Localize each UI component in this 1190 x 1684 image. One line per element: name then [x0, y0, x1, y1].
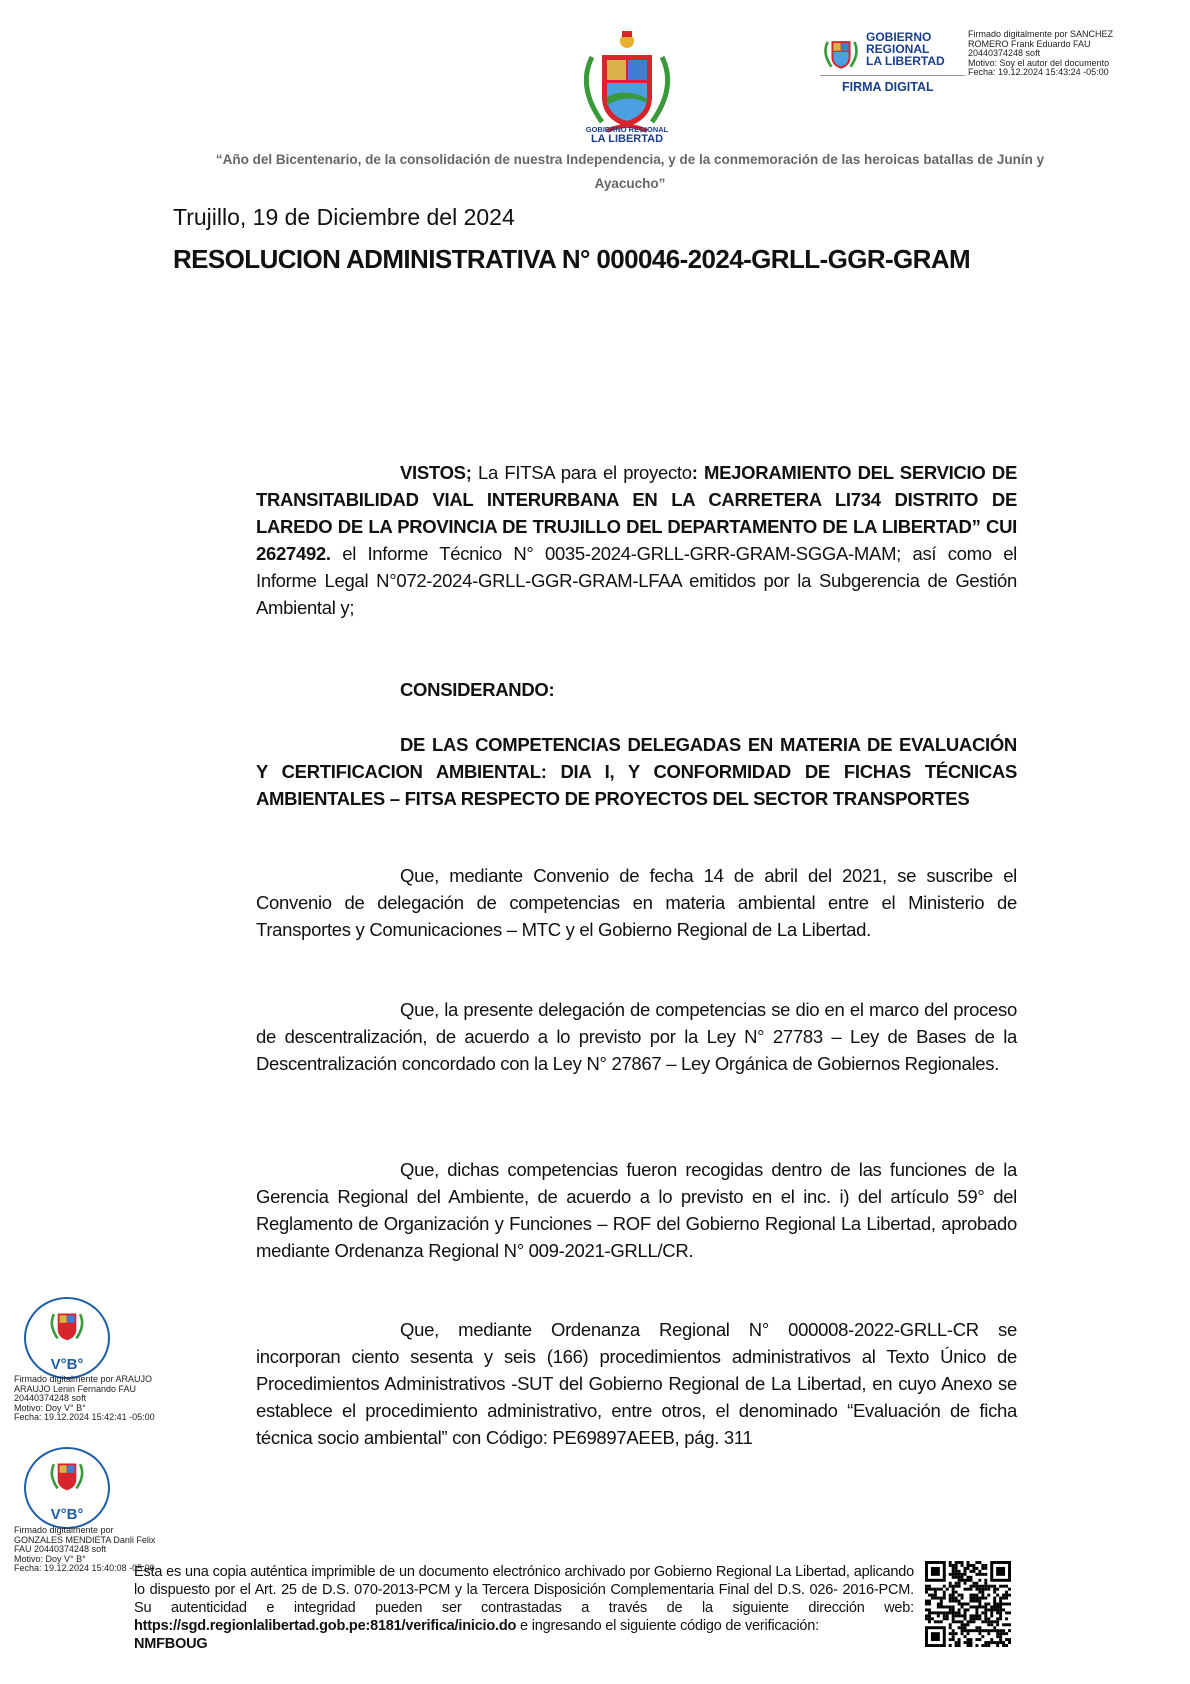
sig-line: FAU 20440374248 soft — [14, 1544, 107, 1554]
vistos-text-2: el Informe Técnico N° 0035-2024-GRLL-GRR-GRAM-SGGA-MAM; así como el Informe Legal N°072-2024-GRLL-GGR-GRAM-LFAA emitidos por la Subgerencia de Gestión Ambiental y; — [256, 543, 1017, 618]
firma-digital-caption: FIRMA DIGITAL — [842, 80, 934, 94]
verification-code: NMFBOUG — [134, 1636, 208, 1652]
footer-text-2: e ingresando el siguiente código de verificación: — [516, 1618, 819, 1634]
paragraph-text: Que, mediante Ordenanza Regional N° 000008-2022-GRLL-CR se incorporan ciento sesenta y seis (166) procedimientos administrativos al Texto Único de Procedimientos Administrativos -SUT del Gobierno Regional de La Libertad, en cuyo Anexo se establece el procedimiento administrativo, entre otros, el denominado “Evaluación de ficha técnica socio ambiental” con Código: PE69897AEEB, pág. 311 — [256, 1319, 1017, 1448]
sig-line: Motivo: Doy V° B° — [14, 1553, 86, 1564]
firma-digital-logo — [820, 28, 970, 98]
footer-text: Esta es una copia auténtica imprimible de un documento electrónico archivado por Gobierno Regional La Libertad, aplicando lo dispuesto por el Art. 25 de D.S. 070-2013-PCM y la Tercera Disposición Complementaria Final del D.S. 026- 2016-PCM. Su autenticidad e integridad pueden ser contrastadas a través de la siguiente dirección web: — [134, 1564, 914, 1616]
body-paragraph — [256, 862, 1017, 943]
sig-line: Fecha: 19.12.2024 15:40:08 -05:00 — [14, 1563, 155, 1573]
body-paragraph — [256, 1156, 1017, 1264]
considerando-heading — [256, 676, 1017, 703]
vobo-label: V°B° — [50, 1356, 84, 1373]
stamp-1-signature — [14, 1375, 155, 1423]
sig-line: Motivo: Doy V° B° — [14, 1402, 86, 1413]
date-line: Trujillo, 19 de Diciembre del 2024 — [173, 204, 515, 230]
sig-line: Firmado digitalmente por — [14, 1525, 114, 1535]
section-heading — [256, 731, 1017, 812]
crest-caption-2: LA LIBERTAD — [590, 133, 664, 145]
sig-line: 20440374248 soft — [14, 1393, 87, 1403]
vobo-label: V°B° — [50, 1506, 84, 1523]
sig-line: Firmado digitalmente por ARAUJO — [14, 1374, 153, 1384]
paragraph-text: Que, dichas competencias fueron recogidas dentro de las funciones de la Gerencia Regional del Ambiente, de acuerdo a lo previsto en el inc. i) del artículo 59° del Reglamento de Organización y Funciones – ROF del Gobierno Regional La Libertad, aprobado mediante Ordenanza Regional N° 009-2021-GRLL/CR. — [256, 1159, 1017, 1261]
main-signature-info — [968, 30, 1113, 78]
firma-logo-line3: LA LIBERTAD — [866, 54, 945, 68]
sig-line: Fecha: 19.12.2024 15:43:24 -05:00 — [968, 67, 1109, 77]
vistos-label: VISTOS; — [400, 462, 472, 483]
sig-line: ROMERO Frank Eduardo FAU — [968, 38, 1091, 49]
crest-icon — [46, 1453, 88, 1497]
vistos-paragraph — [256, 459, 1017, 621]
verification-url[interactable]: https://sgd.regionlalibertad.gob.pe:8181/verifica/inicio.do — [134, 1618, 517, 1634]
considerando-label: CONSIDERANDO: — [400, 679, 555, 700]
sig-line: Fecha: 19.12.2024 15:42:41 -05:00 — [14, 1412, 155, 1422]
body-paragraph — [256, 1316, 1017, 1451]
resolution-title: RESOLUCION ADMINISTRATIVA N° 000046-2024-GRLL-GGR-GRAM — [173, 244, 971, 274]
vobo-stamp-2 — [24, 1447, 110, 1529]
year-motto: “Año del Bicentenario, de la consolidación de nuestra Independencia, y de la conmemoración de las heroicas batallas de Junín y Ayacucho” — [215, 152, 1045, 191]
body-paragraph — [256, 996, 1017, 1077]
sig-line: GONZALES MENDIETA Danli Felix — [14, 1534, 156, 1545]
project-name: : MEJORAMIENTO DEL SERVICIO DE TRANSITABILIDAD VIAL INTERURBANA EN LA CARRETERA LI734 DISTRITO DE LAREDO DE LA PROVINCIA DE TRUJILLO DEL DEPARTAMENTO DE LA LIBERTAD” CUI 2627492. — [256, 462, 1017, 564]
sig-line: ARAUJO Lenin Fernando FAU — [14, 1383, 137, 1394]
section-heading-text: DE LAS COMPETENCIAS DELEGADAS EN MATERIA DE EVALUACIÓN Y CERTIFICACION AMBIENTAL: DIA I, Y CONFORMIDAD DE FICHAS TÉCNICAS AMBIENTALES – FITSA RESPECTO DE PROYECTOS DEL SECTOR TRANSPORTES — [256, 734, 1017, 809]
divider — [820, 75, 965, 76]
paragraph-text: Que, mediante Convenio de fecha 14 de abril del 2021, se suscribe el Convenio de delegación de competencias en materia ambiental entre el Ministerio de Transportes y Comunicaciones – MTC y el Gobierno Regional de La Libertad. — [256, 865, 1017, 940]
paragraph-text: Que, la presente delegación de competencias se dio en el marco del proceso de descentralización, de acuerdo a lo previsto por la Ley N° 27783 – Ley de Bases de la Descentralización concordado con la Ley N° 27867 – Ley Orgánica de Gobiernos Regionales. — [256, 999, 1017, 1074]
crest-icon — [46, 1303, 88, 1347]
authenticity-footer — [134, 1563, 914, 1653]
vobo-stamp-1 — [24, 1297, 110, 1379]
qr-code — [925, 1561, 1011, 1647]
sig-line: Firmado digitalmente por SANCHEZ — [968, 29, 1114, 39]
firma-logo-line1: GOBIERNO — [866, 30, 932, 44]
firma-logo-line2: REGIONAL — [866, 42, 930, 56]
vistos-text: La FITSA para el proyecto — [471, 462, 692, 483]
sig-line: Motivo: Soy el autor del documento — [968, 57, 1110, 68]
sig-line: 20440374248 soft — [968, 48, 1041, 58]
crest-small-icon — [820, 30, 862, 76]
crest-caption-1: GOBIERNO REGIONAL — [585, 125, 669, 134]
